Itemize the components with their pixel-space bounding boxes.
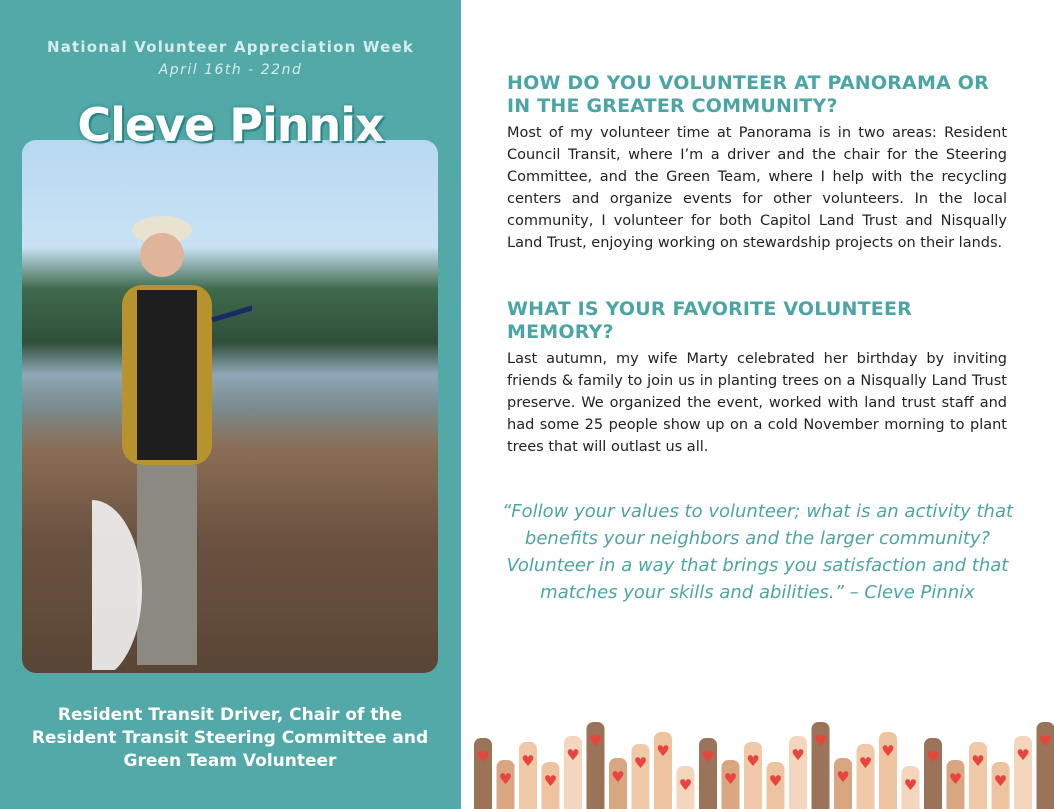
svg-text:♥: ♥ bbox=[881, 742, 895, 760]
hand-icon bbox=[879, 732, 897, 809]
hand-icon bbox=[992, 762, 1010, 809]
svg-text:♥: ♥ bbox=[836, 768, 850, 786]
svg-text:♥: ♥ bbox=[656, 742, 670, 760]
hand-icon bbox=[902, 766, 920, 809]
svg-text:♥: ♥ bbox=[858, 754, 873, 772]
section-heading: HOW DO YOU VOLUNTEER AT PANORAMA OR IN THE GREATER COMMUNITY? bbox=[507, 72, 989, 117]
hand-icon bbox=[924, 738, 942, 809]
hand-icon bbox=[542, 762, 560, 809]
hand-icon bbox=[722, 760, 740, 809]
svg-text:♥: ♥ bbox=[926, 748, 940, 766]
svg-text:♥: ♥ bbox=[903, 776, 918, 794]
svg-text:♥: ♥ bbox=[971, 752, 985, 770]
pull-quote: “Follow your values to volunteer; what is an activity that benefits your neighbors and the larger community? Volunteer in a way that brings you satisfaction and that matches your skills and abilities.” – Cleve Pinnix bbox=[501, 501, 1014, 603]
hand-icon bbox=[474, 738, 492, 809]
hand-icon bbox=[699, 738, 717, 809]
interview bbox=[507, 72, 1007, 458]
hand-icon bbox=[519, 742, 537, 809]
svg-text:♥: ♥ bbox=[768, 772, 783, 790]
hand-icon bbox=[677, 766, 695, 809]
svg-text:♥: ♥ bbox=[813, 732, 828, 750]
svg-text:♥: ♥ bbox=[1038, 732, 1053, 750]
hand-icon bbox=[609, 758, 627, 809]
svg-text:♥: ♥ bbox=[948, 770, 963, 788]
hand-icon bbox=[654, 732, 672, 809]
person-illustration bbox=[92, 210, 252, 670]
event-dates: April 16th - 22nd bbox=[158, 62, 303, 78]
hand-icon bbox=[1014, 736, 1032, 809]
hand-icon bbox=[632, 744, 650, 809]
svg-text:♥: ♥ bbox=[543, 772, 558, 790]
hand-icon bbox=[834, 758, 852, 809]
svg-text:♥: ♥ bbox=[791, 746, 805, 764]
event-title: National Volunteer Appreciation Week bbox=[46, 38, 415, 56]
svg-text:♥: ♥ bbox=[566, 746, 580, 764]
svg-text:♥: ♥ bbox=[476, 748, 490, 766]
svg-text:♥: ♥ bbox=[993, 772, 1008, 790]
section-body: Most of my volunteer time at Panorama is in two areas: Resident Council Transit, where I’m a driver and the chair for the Steering Committee, and the Green Team, where I help with the recycling centers and organize events for other volunteers. In the local community, I volunteer for both Capitol Land Trust and Nisqually Land Trust, enjoying working on stewardship projects on their lands. bbox=[507, 125, 1007, 251]
svg-text:♥: ♥ bbox=[498, 770, 513, 788]
section-body: Last autumn, my wife Marty celebrated her birthday by inviting friends & family to join us in planting trees on a Nisqually Land Trust preserve. We organized the event, worked with land trust staff and had some 25 people show up on a cold November morning to plant trees that will outlast us all. bbox=[507, 351, 1007, 455]
hand-icon bbox=[767, 762, 785, 809]
hand-icon bbox=[1037, 722, 1054, 809]
section-heading: WHAT IS YOUR FAVORITE VOLUNTEER MEMORY? bbox=[507, 298, 912, 343]
hand-icon bbox=[857, 744, 875, 809]
svg-text:♥: ♥ bbox=[701, 748, 715, 766]
svg-text:♥: ♥ bbox=[723, 770, 738, 788]
raised-hands-illustration bbox=[462, 700, 1054, 809]
hand-icon bbox=[969, 742, 987, 809]
svg-text:♥: ♥ bbox=[746, 752, 760, 770]
hand-icon bbox=[564, 736, 582, 809]
svg-text:♥: ♥ bbox=[588, 732, 603, 750]
hand-icon bbox=[812, 722, 830, 809]
left-panel bbox=[0, 0, 461, 809]
svg-text:♥: ♥ bbox=[633, 754, 648, 772]
hand-icon bbox=[744, 742, 762, 809]
volunteer-photo bbox=[22, 140, 438, 673]
volunteer-role: Resident Transit Driver, Chair of the Resident Transit Steering Committee and Green Team Volunteer bbox=[31, 705, 429, 771]
svg-text:♥: ♥ bbox=[678, 776, 693, 794]
hand-icon bbox=[587, 722, 605, 809]
volunteer-name: Cleve Pinnix bbox=[77, 98, 384, 152]
svg-text:♥: ♥ bbox=[1016, 746, 1030, 764]
hand-icon bbox=[947, 760, 965, 809]
hand-icon bbox=[497, 760, 515, 809]
svg-text:♥: ♥ bbox=[521, 752, 535, 770]
svg-text:♥: ♥ bbox=[611, 768, 625, 786]
hand-icon bbox=[789, 736, 807, 809]
